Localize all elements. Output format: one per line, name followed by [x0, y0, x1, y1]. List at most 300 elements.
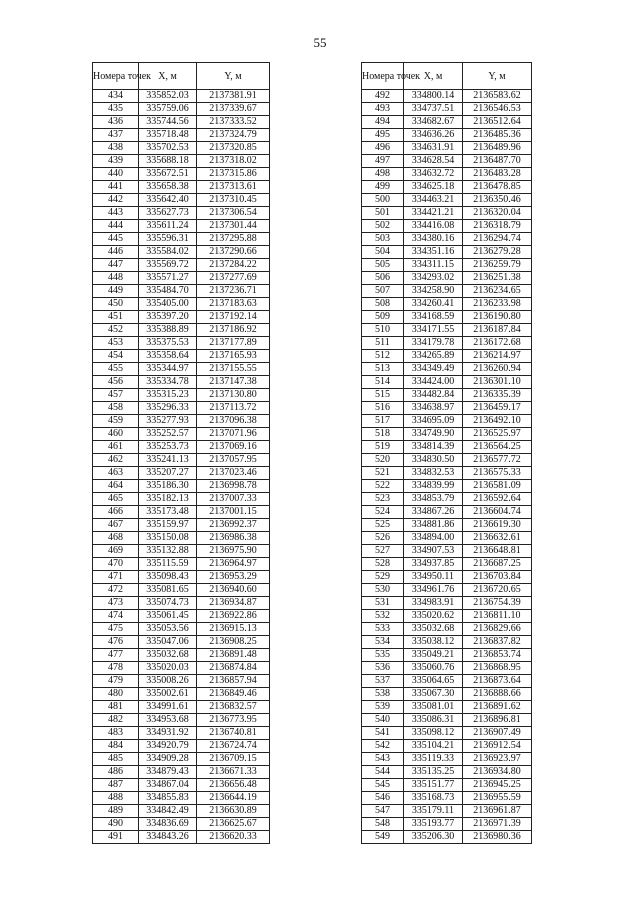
point-number-cell: 511	[362, 337, 404, 350]
y-coordinate-cell: 2136350.46	[463, 194, 532, 207]
table-row	[362, 415, 532, 428]
x-coordinate-cell: 335098.12	[404, 727, 463, 740]
point-number-cell: 477	[93, 649, 139, 662]
point-number-cell: 509	[362, 311, 404, 324]
y-coordinate-cell: 2137130.80	[197, 389, 270, 402]
y-coordinate-cell: 2136923.97	[463, 753, 532, 766]
y-coordinate-cell: 2136172.68	[463, 337, 532, 350]
x-coordinate-cell: 335296.33	[139, 402, 197, 415]
point-number-cell: 460	[93, 428, 139, 441]
table-row	[362, 649, 532, 662]
x-coordinate-cell: 335064.65	[404, 675, 463, 688]
point-number-cell: 507	[362, 285, 404, 298]
x-coordinate-cell: 334907.53	[404, 545, 463, 558]
y-coordinate-cell: 2137069.16	[197, 441, 270, 454]
point-number-cell: 494	[362, 116, 404, 129]
point-number-cell: 474	[93, 610, 139, 623]
table-row	[362, 623, 532, 636]
point-number-cell: 475	[93, 623, 139, 636]
y-coordinate-cell: 2136888.66	[463, 688, 532, 701]
y-coordinate-cell: 2136992.37	[197, 519, 270, 532]
table-row	[93, 90, 270, 103]
x-coordinate-cell: 334800.14	[404, 90, 463, 103]
x-coordinate-cell: 334843.26	[139, 831, 197, 844]
y-coordinate-cell: 2136971.39	[463, 818, 532, 831]
point-number-cell: 537	[362, 675, 404, 688]
table-row	[362, 558, 532, 571]
point-number-cell: 441	[93, 181, 139, 194]
x-coordinate-cell: 335627.73	[139, 207, 197, 220]
point-number-cell: 516	[362, 402, 404, 415]
x-coordinate-cell: 334631.91	[404, 142, 463, 155]
point-number-cell: 505	[362, 259, 404, 272]
table-row	[362, 441, 532, 454]
point-number-cell: 482	[93, 714, 139, 727]
table-row	[362, 116, 532, 129]
x-coordinate-cell: 335115.59	[139, 558, 197, 571]
y-coordinate-cell: 2136459.17	[463, 402, 532, 415]
x-coordinate-cell: 334920.79	[139, 740, 197, 753]
x-coordinate-cell: 334842.49	[139, 805, 197, 818]
point-number-cell: 488	[93, 792, 139, 805]
y-coordinate-cell: 2136724.74	[197, 740, 270, 753]
y-coordinate-cell: 2136656.48	[197, 779, 270, 792]
y-coordinate-cell: 2137306.54	[197, 207, 270, 220]
table-row	[93, 675, 270, 688]
header-y: Y, м	[463, 63, 532, 90]
y-coordinate-cell: 2137165.93	[197, 350, 270, 363]
y-coordinate-cell: 2136251.38	[463, 272, 532, 285]
y-coordinate-cell: 2136980.36	[463, 831, 532, 844]
table-row	[93, 311, 270, 324]
point-number-cell: 470	[93, 558, 139, 571]
table-row	[93, 779, 270, 792]
y-coordinate-cell: 2136648.81	[463, 545, 532, 558]
table-row	[93, 714, 270, 727]
table-row	[93, 519, 270, 532]
table-row	[362, 675, 532, 688]
header-x: X, м	[139, 63, 197, 90]
table-row	[93, 220, 270, 233]
y-coordinate-cell: 2136740.81	[197, 727, 270, 740]
x-coordinate-cell: 334463.21	[404, 194, 463, 207]
x-coordinate-cell: 335132.88	[139, 545, 197, 558]
x-coordinate-cell: 334482.84	[404, 389, 463, 402]
x-coordinate-cell: 335315.23	[139, 389, 197, 402]
y-coordinate-cell: 2137113.72	[197, 402, 270, 415]
x-coordinate-cell: 334258.90	[404, 285, 463, 298]
x-coordinate-cell: 335135.25	[404, 766, 463, 779]
table-row	[362, 610, 532, 623]
x-coordinate-cell: 335584.02	[139, 246, 197, 259]
x-coordinate-cell: 334260.41	[404, 298, 463, 311]
y-coordinate-cell: 2137320.85	[197, 142, 270, 155]
point-number-cell: 521	[362, 467, 404, 480]
y-coordinate-cell: 2136577.72	[463, 454, 532, 467]
x-coordinate-cell: 334293.02	[404, 272, 463, 285]
table-row	[362, 688, 532, 701]
point-number-cell: 503	[362, 233, 404, 246]
y-coordinate-cell: 2136754.39	[463, 597, 532, 610]
x-coordinate-cell: 335053.56	[139, 623, 197, 636]
y-coordinate-cell: 2136896.81	[463, 714, 532, 727]
y-coordinate-cell: 2136934.87	[197, 597, 270, 610]
x-coordinate-cell: 335207.27	[139, 467, 197, 480]
y-coordinate-cell: 2137295.88	[197, 233, 270, 246]
x-coordinate-cell: 335241.13	[139, 454, 197, 467]
x-coordinate-cell: 335081.01	[404, 701, 463, 714]
page-number: 55	[313, 35, 327, 50]
point-number-cell: 438	[93, 142, 139, 155]
point-number-cell: 512	[362, 350, 404, 363]
table-row	[362, 597, 532, 610]
table-row	[362, 428, 532, 441]
point-number-cell: 522	[362, 480, 404, 493]
x-coordinate-cell: 334416.08	[404, 220, 463, 233]
y-coordinate-cell: 2136955.59	[463, 792, 532, 805]
x-coordinate-cell: 334836.69	[139, 818, 197, 831]
y-coordinate-cell: 2137324.79	[197, 129, 270, 142]
y-coordinate-cell: 2137177.89	[197, 337, 270, 350]
x-coordinate-cell: 334625.18	[404, 181, 463, 194]
point-number-cell: 447	[93, 259, 139, 272]
x-coordinate-cell: 335702.53	[139, 142, 197, 155]
table-row	[93, 155, 270, 168]
table-row	[362, 298, 532, 311]
table-row	[362, 376, 532, 389]
x-coordinate-cell: 335596.31	[139, 233, 197, 246]
x-coordinate-cell: 335193.77	[404, 818, 463, 831]
x-coordinate-cell: 335334.78	[139, 376, 197, 389]
point-number-cell: 518	[362, 428, 404, 441]
point-number-cell: 539	[362, 701, 404, 714]
y-coordinate-cell: 2136546.53	[463, 103, 532, 116]
table-row	[362, 103, 532, 116]
y-coordinate-cell: 2137333.52	[197, 116, 270, 129]
x-coordinate-cell: 334814.39	[404, 441, 463, 454]
x-coordinate-cell: 334749.90	[404, 428, 463, 441]
table-header-row	[93, 63, 270, 90]
table-row	[362, 272, 532, 285]
x-coordinate-cell: 334351.16	[404, 246, 463, 259]
point-number-cell: 479	[93, 675, 139, 688]
table-row	[362, 519, 532, 532]
point-number-cell: 533	[362, 623, 404, 636]
y-coordinate-cell: 2136908.25	[197, 636, 270, 649]
point-number-cell: 532	[362, 610, 404, 623]
table-row	[362, 259, 532, 272]
table-row	[93, 142, 270, 155]
point-number-cell: 510	[362, 324, 404, 337]
point-number-cell: 549	[362, 831, 404, 844]
point-number-cell: 444	[93, 220, 139, 233]
y-coordinate-cell: 2136294.74	[463, 233, 532, 246]
y-coordinate-cell: 2136853.74	[463, 649, 532, 662]
x-coordinate-cell: 334879.43	[139, 766, 197, 779]
x-coordinate-cell: 335484.70	[139, 285, 197, 298]
point-number-cell: 514	[362, 376, 404, 389]
x-coordinate-cell: 334695.09	[404, 415, 463, 428]
table-row	[362, 545, 532, 558]
y-coordinate-cell: 2136478.85	[463, 181, 532, 194]
y-coordinate-cell: 2136487.70	[463, 155, 532, 168]
x-coordinate-cell: 335277.93	[139, 415, 197, 428]
table-row	[93, 740, 270, 753]
table-row	[93, 246, 270, 259]
point-number-cell: 501	[362, 207, 404, 220]
point-number-cell: 487	[93, 779, 139, 792]
table-row	[362, 805, 532, 818]
x-coordinate-cell: 335375.53	[139, 337, 197, 350]
table-row	[93, 103, 270, 116]
y-coordinate-cell: 2137001.15	[197, 506, 270, 519]
point-number-cell: 472	[93, 584, 139, 597]
point-number-cell: 439	[93, 155, 139, 168]
table-row	[362, 350, 532, 363]
y-coordinate-cell: 2136912.54	[463, 740, 532, 753]
point-number-cell: 535	[362, 649, 404, 662]
table-row	[93, 610, 270, 623]
point-number-cell: 520	[362, 454, 404, 467]
point-number-cell: 461	[93, 441, 139, 454]
point-number-cell: 513	[362, 363, 404, 376]
point-number-cell: 468	[93, 532, 139, 545]
x-coordinate-cell: 335119.33	[404, 753, 463, 766]
y-coordinate-cell: 2137301.44	[197, 220, 270, 233]
point-number-cell: 536	[362, 662, 404, 675]
table-row	[362, 727, 532, 740]
x-coordinate-cell: 334953.68	[139, 714, 197, 727]
table-row	[93, 129, 270, 142]
y-coordinate-cell: 2136233.98	[463, 298, 532, 311]
y-coordinate-cell: 2136592.64	[463, 493, 532, 506]
point-number-cell: 498	[362, 168, 404, 181]
x-coordinate-cell: 334380.16	[404, 233, 463, 246]
table-row	[93, 636, 270, 649]
x-coordinate-cell: 335611.24	[139, 220, 197, 233]
x-coordinate-cell: 334961.76	[404, 584, 463, 597]
x-coordinate-cell: 335086.31	[404, 714, 463, 727]
table-row	[362, 779, 532, 792]
point-number-cell: 546	[362, 792, 404, 805]
y-coordinate-cell: 2136214.97	[463, 350, 532, 363]
x-coordinate-cell: 334909.28	[139, 753, 197, 766]
x-coordinate-cell: 334349.49	[404, 363, 463, 376]
point-number-cell: 459	[93, 415, 139, 428]
table-row	[93, 571, 270, 584]
x-coordinate-cell: 335744.56	[139, 116, 197, 129]
point-number-cell: 524	[362, 506, 404, 519]
y-coordinate-cell: 2137192.14	[197, 311, 270, 324]
point-number-cell: 508	[362, 298, 404, 311]
x-coordinate-cell: 335159.97	[139, 519, 197, 532]
y-coordinate-cell: 2136961.87	[463, 805, 532, 818]
y-coordinate-cell: 2137186.92	[197, 324, 270, 337]
table-row	[93, 363, 270, 376]
table-row	[362, 532, 532, 545]
point-number-cell: 480	[93, 688, 139, 701]
y-coordinate-cell: 2137023.46	[197, 467, 270, 480]
x-coordinate-cell: 334179.78	[404, 337, 463, 350]
x-coordinate-cell: 335104.21	[404, 740, 463, 753]
x-coordinate-cell: 334421.21	[404, 207, 463, 220]
point-number-cell: 442	[93, 194, 139, 207]
x-coordinate-cell: 335344.97	[139, 363, 197, 376]
table-row	[93, 662, 270, 675]
table-row	[93, 753, 270, 766]
y-coordinate-cell: 2136620.33	[197, 831, 270, 844]
point-number-cell: 451	[93, 311, 139, 324]
x-coordinate-cell: 334424.00	[404, 376, 463, 389]
header-point-numbers: Номера точек	[362, 63, 404, 90]
header-x: X, м	[404, 63, 463, 90]
point-number-cell: 440	[93, 168, 139, 181]
y-coordinate-cell: 2137147.38	[197, 376, 270, 389]
point-number-cell: 504	[362, 246, 404, 259]
point-number-cell: 449	[93, 285, 139, 298]
point-number-cell: 478	[93, 662, 139, 675]
y-coordinate-cell: 2136632.61	[463, 532, 532, 545]
point-number-cell: 462	[93, 454, 139, 467]
table-row	[93, 506, 270, 519]
y-coordinate-cell: 2137339.67	[197, 103, 270, 116]
point-number-cell: 502	[362, 220, 404, 233]
point-number-cell: 463	[93, 467, 139, 480]
table-row	[362, 389, 532, 402]
point-number-cell: 481	[93, 701, 139, 714]
y-coordinate-cell: 2137096.38	[197, 415, 270, 428]
point-number-cell: 517	[362, 415, 404, 428]
point-number-cell: 456	[93, 376, 139, 389]
y-coordinate-cell: 2137381.91	[197, 90, 270, 103]
point-number-cell: 492	[362, 90, 404, 103]
point-number-cell: 495	[362, 129, 404, 142]
point-number-cell: 469	[93, 545, 139, 558]
x-coordinate-cell: 335173.48	[139, 506, 197, 519]
x-coordinate-cell: 335718.48	[139, 129, 197, 142]
table-row	[362, 402, 532, 415]
table-row	[362, 831, 532, 844]
table-row	[362, 155, 532, 168]
point-number-cell: 538	[362, 688, 404, 701]
y-coordinate-cell: 2137315.86	[197, 168, 270, 181]
point-number-cell: 534	[362, 636, 404, 649]
point-number-cell: 491	[93, 831, 139, 844]
table-row	[93, 194, 270, 207]
y-coordinate-cell: 2136837.82	[463, 636, 532, 649]
x-coordinate-cell: 335081.65	[139, 584, 197, 597]
table-header-row	[362, 63, 532, 90]
x-coordinate-cell: 334931.92	[139, 727, 197, 740]
y-coordinate-cell: 2136489.96	[463, 142, 532, 155]
point-number-cell: 544	[362, 766, 404, 779]
x-coordinate-cell: 335253.73	[139, 441, 197, 454]
y-coordinate-cell: 2136773.95	[197, 714, 270, 727]
table-row	[362, 363, 532, 376]
x-coordinate-cell: 335074.73	[139, 597, 197, 610]
y-coordinate-cell: 2136907.49	[463, 727, 532, 740]
point-number-cell: 526	[362, 532, 404, 545]
point-number-cell: 446	[93, 246, 139, 259]
point-number-cell: 525	[362, 519, 404, 532]
table-row	[93, 467, 270, 480]
point-number-cell: 454	[93, 350, 139, 363]
table-row	[93, 441, 270, 454]
point-number-cell: 434	[93, 90, 139, 103]
table-row	[93, 233, 270, 246]
y-coordinate-cell: 2136873.64	[463, 675, 532, 688]
table-row	[93, 727, 270, 740]
x-coordinate-cell: 335047.06	[139, 636, 197, 649]
point-number-cell: 457	[93, 389, 139, 402]
table-row	[362, 480, 532, 493]
x-coordinate-cell: 335049.21	[404, 649, 463, 662]
table-row	[93, 818, 270, 831]
x-coordinate-cell: 335032.68	[404, 623, 463, 636]
table-row	[93, 116, 270, 129]
x-coordinate-cell: 334737.51	[404, 103, 463, 116]
point-number-cell: 448	[93, 272, 139, 285]
x-coordinate-cell: 334881.86	[404, 519, 463, 532]
x-coordinate-cell: 334636.26	[404, 129, 463, 142]
table-row	[93, 415, 270, 428]
x-coordinate-cell: 334632.72	[404, 168, 463, 181]
table-row	[362, 571, 532, 584]
point-number-cell: 445	[93, 233, 139, 246]
table-row	[93, 805, 270, 818]
y-coordinate-cell: 2136301.10	[463, 376, 532, 389]
y-coordinate-cell: 2137183.63	[197, 298, 270, 311]
y-coordinate-cell: 2136604.74	[463, 506, 532, 519]
table-row	[362, 142, 532, 155]
x-coordinate-cell: 334839.99	[404, 480, 463, 493]
table-row	[93, 402, 270, 415]
y-coordinate-cell: 2136485.36	[463, 129, 532, 142]
table-row	[93, 532, 270, 545]
table-row	[93, 207, 270, 220]
table-row	[93, 480, 270, 493]
y-coordinate-cell: 2137284.22	[197, 259, 270, 272]
point-number-cell: 541	[362, 727, 404, 740]
table-row	[93, 792, 270, 805]
y-coordinate-cell: 2136671.33	[197, 766, 270, 779]
table-row	[93, 337, 270, 350]
table-row	[93, 428, 270, 441]
x-coordinate-cell: 335061.45	[139, 610, 197, 623]
table-row	[93, 376, 270, 389]
y-coordinate-cell: 2136964.97	[197, 558, 270, 571]
x-coordinate-cell: 334311.15	[404, 259, 463, 272]
x-coordinate-cell: 335060.76	[404, 662, 463, 675]
y-coordinate-cell: 2136940.60	[197, 584, 270, 597]
point-number-cell: 530	[362, 584, 404, 597]
x-coordinate-cell: 334853.79	[404, 493, 463, 506]
point-number-cell: 471	[93, 571, 139, 584]
y-coordinate-cell: 2136512.64	[463, 116, 532, 129]
point-number-cell: 497	[362, 155, 404, 168]
table-row	[362, 584, 532, 597]
point-number-cell: 467	[93, 519, 139, 532]
table-row	[362, 636, 532, 649]
y-coordinate-cell: 2136934.80	[463, 766, 532, 779]
table-row	[93, 597, 270, 610]
y-coordinate-cell: 2136564.25	[463, 441, 532, 454]
y-coordinate-cell: 2136986.38	[197, 532, 270, 545]
x-coordinate-cell: 335852.03	[139, 90, 197, 103]
point-number-cell: 519	[362, 441, 404, 454]
y-coordinate-cell: 2137290.66	[197, 246, 270, 259]
y-coordinate-cell: 2136619.30	[463, 519, 532, 532]
